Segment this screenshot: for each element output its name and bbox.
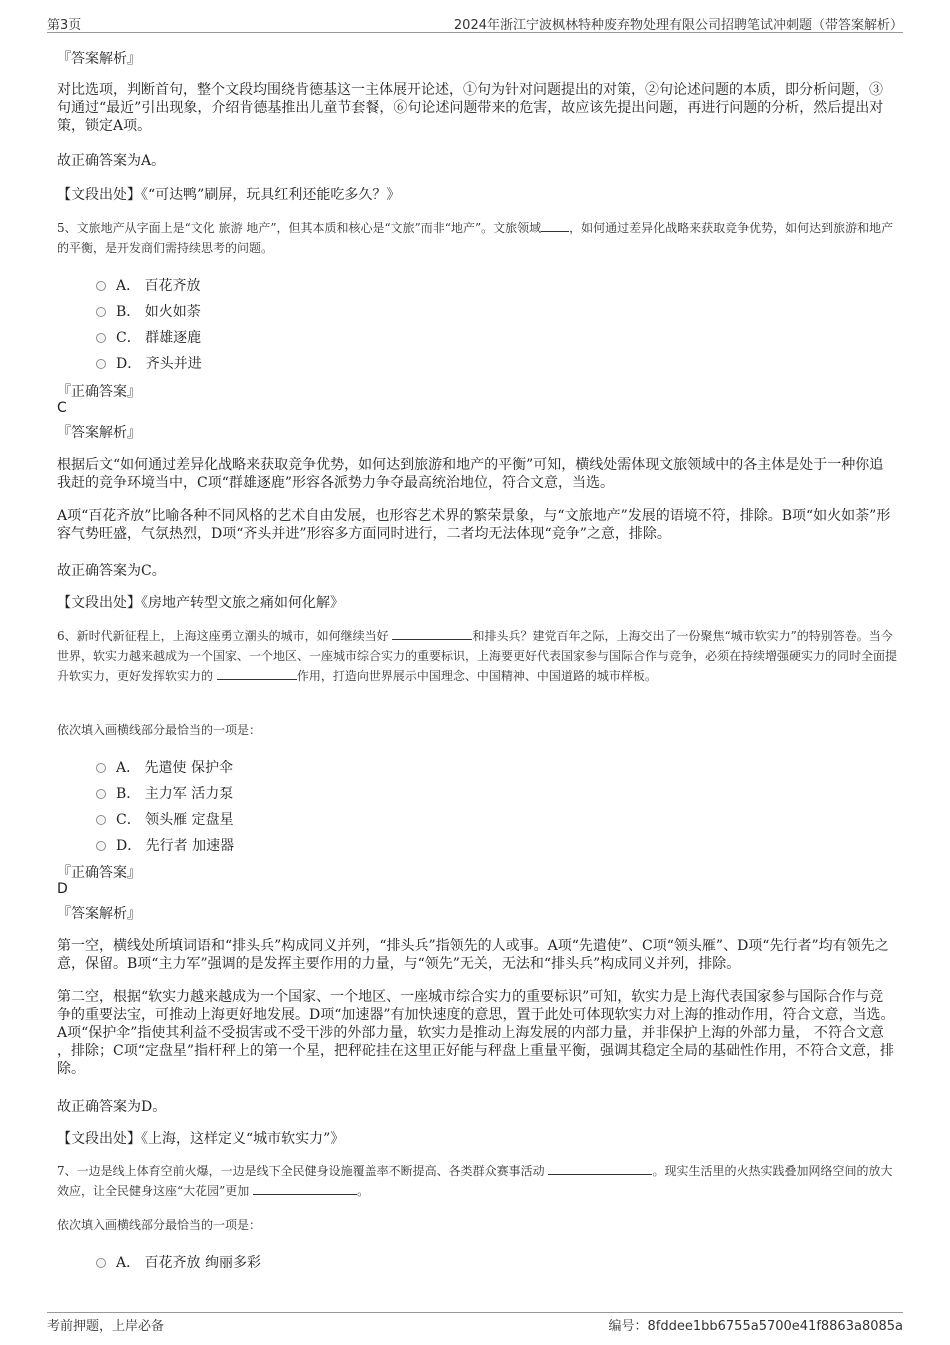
- analysis-label: 『答案解析』: [57, 425, 141, 441]
- document-title: 2024年浙江宁波枫林特种废弃物处理有限公司招聘笔试冲刺题（带答案解析）: [453, 18, 903, 33]
- answer-blank: [548, 1162, 652, 1175]
- q5-option-c[interactable]: C． 群雄逐鹿: [96, 327, 201, 347]
- radio-button-icon[interactable]: [96, 841, 106, 851]
- analysis-text: 根据后文“如何通过差异化战略来获取竞争优势，如何达到旅游和地产的平衡”可知，横线处需体现文旅领域中的各主体是处于一种你追我赶的竞争环境当中，C项“群雄逐鹿”形容各派势力争夺最高统治地位，符合文意，当选。: [57, 457, 884, 491]
- question-5-stem: 5、文旅地产从字面上是“文化 旅游 地产”，但其本质和核心是“文旅”而非“地产”。文旅领域 ，如何通过差异化战略来获取竞争优势，如何达到旅游和地产的平衡，是开发商们需持续思考的问题。: [57, 221, 894, 255]
- radio-button-icon[interactable]: [96, 763, 106, 773]
- q6-option-a[interactable]: A． 先遣使 保护伞: [96, 757, 233, 777]
- source-citation: 【文段出处】《“可达鸭”刷屏，玩具红利还能吃多久？》: [57, 187, 401, 203]
- page-footer: [47, 1312, 903, 1334]
- radio-button-icon[interactable]: [96, 789, 106, 799]
- analysis-text: 第二空，根据“软实力越来越成为一个国家、一个地区、一座城市综合实力的重要标识”可知，软实力是上海代表国家参与国际合作与竞争的重要法宝，可推动上海更好地发展。D项“加速器”有加快速度的意思，置于此处可体现软实力对上海的推动作用，符合文意，当选。A项“保护伞”指使其利益不受损害或不受干涉的外部力量，软实力是推动上海发展的内部力量，并非保护上海的外部力量， 不符合文意 ，排除；C项“定盘星”指杆秤上的第一个星，把秤砣挂在这里正好能与秤盘上重量平衡，强调其稳定全局的基础性作用，不符合文意，排除。: [57, 989, 895, 1077]
- radio-button-icon[interactable]: [96, 1258, 106, 1268]
- q5-option-b[interactable]: B． 如火如荼: [96, 301, 201, 321]
- analysis-text: 第一空，横线处所填词语和“排头兵”构成同义并列，“排头兵”指领先的人或事。A项“先遣使”、C项“领头雁”、D项“先行者”均有领先之意，保留。B项“主力军”强调的是发挥主要作用的力量，与“领先”无关，无法和“排头兵”构成同义并列，排除。: [57, 938, 889, 972]
- radio-button-icon[interactable]: [96, 281, 106, 291]
- conclusion: 故正确答案为D。: [57, 1099, 167, 1115]
- q6-option-d[interactable]: D． 先行者 加速器: [96, 835, 234, 855]
- radio-button-icon[interactable]: [96, 333, 106, 343]
- q7-option-a[interactable]: A． 百花齐放 绚丽多彩: [96, 1252, 261, 1272]
- q6-option-b[interactable]: B． 主力军 活力泵: [96, 783, 233, 803]
- analysis-label: 『答案解析』: [57, 906, 141, 922]
- page-header: [47, 12, 903, 33]
- conclusion: 故正确答案为A。: [57, 153, 166, 169]
- footer-slogan: 考前押题，上岸必备: [47, 1319, 165, 1334]
- answer-blank: [392, 627, 472, 640]
- analysis-label: 『答案解析』: [57, 51, 141, 67]
- page-number: 第3页: [47, 18, 82, 33]
- correct-answer: D: [57, 881, 68, 897]
- radio-button-icon[interactable]: [96, 359, 106, 369]
- correct-answer-label: 『正确答案』: [57, 384, 141, 400]
- analysis-text: A项“百花齐放”比喻各种不同风格的艺术自由发展，也形容艺术界的繁荣景象，与“文旅地产”发展的语境不符，排除。B项“如火如荼”形容气势旺盛，气氛热烈，D项“齐头并进”形容多方面同时进行，二者均无法体现“竞争”之意，排除。: [57, 508, 891, 542]
- question-prompt: 依次填入画横线部分最恰当的一项是：: [57, 723, 262, 737]
- question-7-stem: 7、一边是线上体育空前火爆，一边是线下全民健身设施覆盖率不断提高、各类群众赛事活动 。现实生活里的火热实践叠加网络空间的放大效应，让全民健身这座“大花园”更加 。: [57, 1164, 893, 1198]
- radio-button-icon[interactable]: [96, 815, 106, 825]
- question-6-stem: 6、新时代新征程上，上海这座勇立潮头的城市，如何继续当好 和排头兵？建党百年之际，上海交出了一份聚焦“城市软实力”的特别答卷。当今世界，软实力越来越成为一个国家、一个地区、一座城市综合实力的重要标识，上海要更好代表国家参与国际合作与竞争，必须在持续增强硬实力的同时全面提升软实力，更好发挥软实力的 作用，打造向世界展示中国理念、中国精神、中国道路的城市样板。: [57, 629, 898, 683]
- q5-option-a[interactable]: A． 百花齐放: [96, 275, 201, 295]
- source-citation: 【文段出处】《上海，这样定义“城市软实力”》: [57, 1131, 345, 1147]
- source-citation: 【文段出处】《房地产转型文旅之痛如何化解》: [57, 595, 344, 611]
- radio-button-icon[interactable]: [96, 307, 106, 317]
- answer-blank: [541, 219, 569, 232]
- question-prompt: 依次填入画横线部分最恰当的一项是：: [57, 1218, 262, 1232]
- answer-blank: [217, 667, 297, 680]
- q6-option-c[interactable]: C． 领头雁 定盘星: [96, 809, 234, 829]
- correct-answer-label: 『正确答案』: [57, 865, 141, 881]
- correct-answer: C: [57, 400, 67, 416]
- answer-blank: [253, 1182, 357, 1195]
- document-id: 编号：8fddee1bb6755a5700e41f8863a8085a: [608, 1319, 903, 1334]
- q5-option-d[interactable]: D． 齐头并进: [96, 353, 202, 373]
- conclusion: 故正确答案为C。: [57, 563, 166, 579]
- analysis-text: 对比选项，判断首句，整个文段均围绕肯德基这一主体展开论述，①句为针对问题提出的对策，②句论述问题的本质，即分析问题，③句通过“最近”引出现象，介绍肯德基推出儿童节套餐，⑥句论述问题带来的危害，故应该先提出问题，再进行问题的分析，然后提出对策，锁定A项。: [57, 82, 884, 134]
